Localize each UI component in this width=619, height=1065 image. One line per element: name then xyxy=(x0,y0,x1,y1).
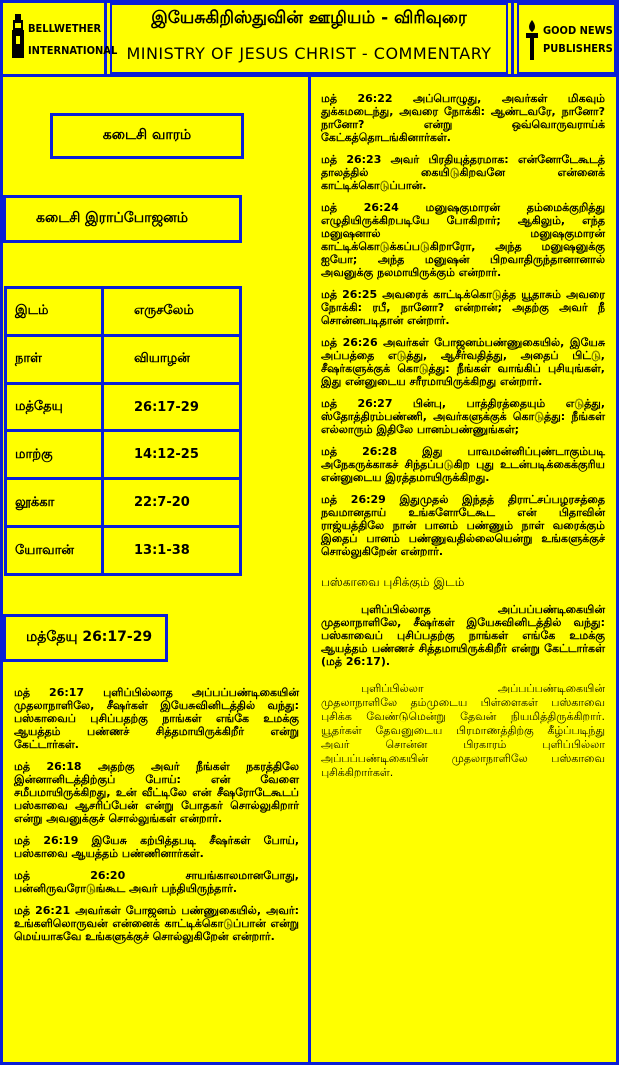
logo-right-line2: PUBLISHERS xyxy=(543,42,613,55)
verse: மத் 26:21 அவர்கள் போஜனம் பண்ணுகையில், அவர்: உங்களிலொருவன் என்னைக் காட்டிக்கொடுப்பான் என்று மெய்யாகவே உங்களுக்குச் சொல்லுகிறேன் என்றார். xyxy=(14,904,299,943)
week-title-box xyxy=(50,113,244,159)
table-row xyxy=(6,335,241,383)
header xyxy=(0,0,619,77)
logo-right-line1: GOOD NEWS xyxy=(543,24,613,37)
table-cell: மாற்கு xyxy=(6,431,103,479)
verse: மத் 26:24 மனுஷகுமாரன் தம்மைக்குறித்து எழுதியிருக்கிறபடியே போகிறார்; ஆகிலும், எந்த மனுஷனால் மனுஷகுமாரன் காட்டிக்கொடுக்கப்படுகிறாரோ, அந்த மனுஷனுக்கு ஐயோ; அந்த மனுஷன் பிறவாதிருந்தானானால் அவனுக்கு நலமாயிருக்கும் என்றார். xyxy=(321,201,605,279)
table-row xyxy=(6,288,241,336)
title-tamil: இயேசுகிறிஸ்துவின் ஊழியம் - விரிவுரை xyxy=(151,8,467,28)
verse: மத் 26:27 பின்பு, பாத்திரத்தையும் எடுத்து, ஸ்தோத்திரம்பண்ணி, அவர்களுக்குக் கொடுத்து: நீங்கள் எல்லாரும் இதிலே பானம்பண்ணுங்கள்; xyxy=(321,397,605,436)
verse: மத் 26:18 அதற்கு அவர் நீங்கள் நகரத்திலே இன்னானிடத்திற்குப் போய்: என் வேளை சமீபமாயிருக்கிறது, உன் வீட்டிலே என் சீஷரோடேகூடப் பஸ்காவை ஆசரிப்பேன் என்று போதகர் சொல்லுகிறார் என்று அவனுக்குச் சொல்லுங்கள் என்றார். xyxy=(14,760,299,825)
right-verses xyxy=(321,92,605,789)
table-cell: 22:7-20 xyxy=(103,479,241,527)
table-cell: யோவான் xyxy=(6,527,103,575)
table-cell: இடம் xyxy=(6,288,103,336)
verse: மத் 26:17 புளிப்பில்லாத அப்பப்பண்டிகையின் முதலாநாளிலே, சீஷர்கள் இயேசுவினிடத்தில் வந்து: பஸ்காவைப் புசிப்பதற்கு நாங்கள் எங்கே உமக்கு ஆயத்தம் பண்ணச் சித்தமாயிருக்கிறீர் என்று கேட்டார்கள். xyxy=(14,686,299,751)
table-cell: 14:12-25 xyxy=(103,431,241,479)
place-verse: புளிப்பில்லாத அப்பப்பண்டிகையின் முதலாநாளிலே, சீஷர்கள் இயேசுவினிடத்தில் வந்து: பஸ்காவைப் புசிப்பதற்கு நாங்கள் எங்கே உமக்கு ஆயத்தம் பண்ணச் சித்தமாயிருக்கிறீர் என்று கேட்டார்கள் (மத் 26:17). xyxy=(321,603,605,668)
title-box xyxy=(107,0,514,77)
verse: மத் 26:23 அவர் பிரதியுத்தரமாக: என்னோடேகூடத் தாலத்தில் கையிடுகிறவனே என்னைக் காட்டிக்கொடுப்பான். xyxy=(321,153,605,192)
torch-icon xyxy=(524,20,540,60)
table-cell: மத்தேயு xyxy=(6,383,103,431)
left-verses xyxy=(14,686,299,952)
logo-left-line2: INTERNATIONAL xyxy=(28,44,118,57)
reference-title: மத்தேயு 26:17-29 xyxy=(26,629,153,645)
title-english: MINISTRY OF JESUS CHRIST - COMMENTARY xyxy=(126,44,492,63)
table-row xyxy=(6,383,241,431)
week-title: கடைசி வாரம் xyxy=(102,127,192,143)
bellwether-logo xyxy=(0,0,118,77)
reference-title-box xyxy=(3,614,168,662)
bell-tower-icon xyxy=(10,14,26,58)
verse: மத் 26:28 இது பாவமன்னிப்புண்டாகும்படி அநேகருக்காகச் சிந்தப்படுகிற புது உடன்படிக்கைக்குரிய என்னுடைய இரத்தமாயிருக்கிறது. xyxy=(321,445,605,484)
good-news-logo xyxy=(514,0,619,77)
verse: மத் 26:20 சாயங்காலமானபோது, பன்னிருவரோடுங்கூட அவர் பந்தியிருந்தார். xyxy=(14,869,299,895)
verse: மத் 26:29 இதுமுதல் இந்தத் திராட்சப்பழரசத்தை நவமானதாய் உங்களோடேகூட என் பிதாவின் ராஜ்யத்திலே நான் பானம் பண்ணும் நாள் வரைக்கும் இதைப் பானம் பண்ணுவதில்லையென்று உங்களுக்குச் சொல்லுகிறேன் என்றார். xyxy=(321,493,605,558)
table-cell: 13:1-38 xyxy=(103,527,241,575)
verse: மத் 26:25 அவரைக் காட்டிக்கொடுத்த யூதாசும் அவரை நோக்கி: ரபீ, நானோ? என்றான்; அதற்கு அவர் நீ சொன்னபடிதான் என்றார். xyxy=(321,288,605,327)
logo-left-line1: BELLWETHER xyxy=(28,22,102,35)
table-row xyxy=(6,431,241,479)
table-cell: 26:17-29 xyxy=(103,383,241,431)
column-divider xyxy=(308,77,311,1065)
table-cell: நாள் xyxy=(6,335,103,383)
table-row xyxy=(6,479,241,527)
commentary-text: புளிப்பில்லா அப்பப்பண்டிகையின் முதலாநாளிலே தம்முடைய பிள்ளைகள் பஸ்காவை புசிக்க வேண்டுமென்று தேவன் நியமித்திருக்கிறார். யூதர்கள் தேவனுடைய பிரமாணத்திற்கு கீழ்ப்படிந்து அவர் சொன்ன பிரகாரம் புளிப்பில்லா அப்பப்பண்டிகையின் முதலாநாளிலே பஸ்காவை புசிக்கிறார்கள். xyxy=(321,682,605,779)
gospel-reference-table xyxy=(4,286,242,576)
table-cell: லூக்கா xyxy=(6,479,103,527)
supper-title-box xyxy=(3,195,242,243)
table-cell: எருசலேம் xyxy=(103,288,241,336)
verse: மத் 26:26 அவர்கள் போஜனம்பண்ணுகையில், இயேசு அப்பத்தை எடுத்து, ஆசீர்வதித்து, அதைப் பிட்டு, சீஷர்களுக்குக் கொடுத்து: நீங்கள் வாங்கிப் புசியுங்கள், இது என்னுடைய சரீரமாயிருக்கிறது என்றார். xyxy=(321,336,605,388)
verse: மத் 26:22 அப்பொழுது, அவர்கள் மிகவும் துக்கமடைந்து, அவரை நோக்கி: ஆண்டவரே, நானோ? நானோ? என்று ஒவ்வொருவராய்க் கேட்கத்தொடங்கினார்கள். xyxy=(321,92,605,144)
supper-title: கடைசி இராப்போஜனம் xyxy=(36,210,188,226)
section-heading: பஸ்காவை புசிக்கும் இடம் xyxy=(321,575,465,589)
table-row xyxy=(6,527,241,575)
verse: மத் 26:19 இயேசு கற்பித்தபடி சீஷர்கள் போய், பஸ்காவை ஆயத்தம் பண்ணினார்கள். xyxy=(14,834,299,860)
table-cell: வியாழன் xyxy=(103,335,241,383)
